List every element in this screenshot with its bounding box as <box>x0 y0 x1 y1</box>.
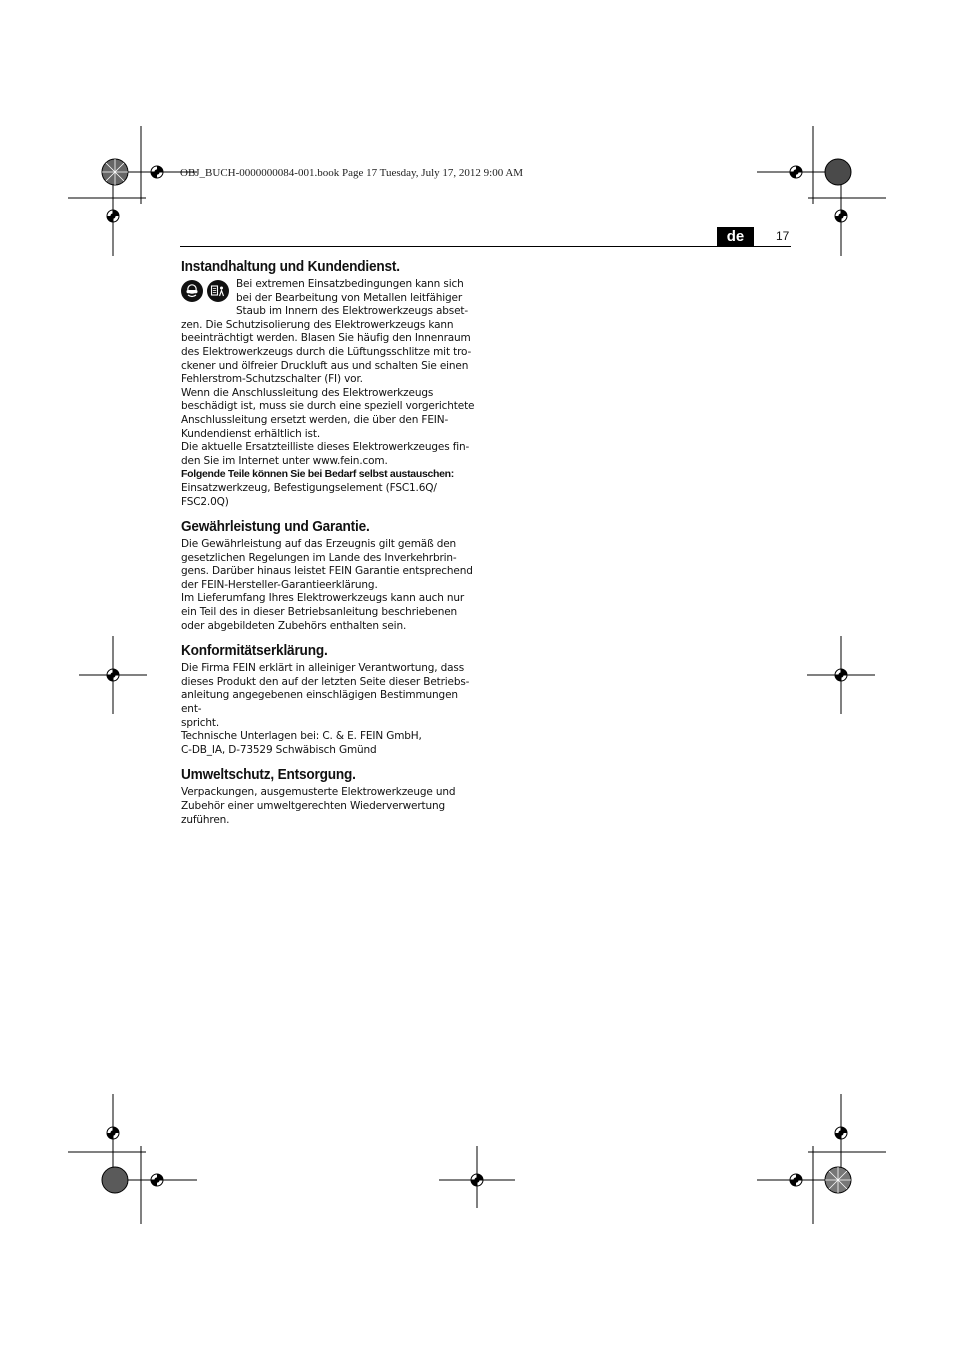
environment-text: Verpackungen, ausgemusterte Elektrowerkzeuge und Zubehör einer umweltgerechten Wiederverwertung zuführen. <box>181 786 456 826</box>
section-title: Umweltschutz, Entsorgung. <box>181 767 356 784</box>
section-title: Konformitätserklärung. <box>181 643 328 660</box>
conformity-text-1: Die Firma FEIN erklärt in alleiniger Verantwortung, dass dieses Produkt den auf der letzten Seite dieser Betriebs- anleitung angegebenen einschlägigen Bestimmungen ent- spricht. <box>181 662 470 729</box>
header-rule <box>180 246 791 247</box>
read-instructions-icon <box>207 280 229 302</box>
print-slug: OBJ_BUCH-0000000084-001.book Page 17 Tuesday, July 17, 2012 9:00 AM <box>180 167 524 179</box>
content-column <box>181 256 481 834</box>
replace-parts-text: Einsatzwerkzeug, Befestigungselement (FSC1.6Q/ FSC2.0Q) <box>181 481 437 508</box>
section-environment <box>181 764 481 827</box>
conformity-text-2: Technische Unterlagen bei: C. & E. FEIN GmbH, C-DB_IA, D-73529 Schwäbisch Gmünd <box>181 730 422 756</box>
maintenance-cable-text: Wenn die Anschlussleitung des Elektrowerkzeugs beschädigt ist, muss sie durch eine speziell vorgerichtete Anschlussleitung ersetzt werden, die über den FEIN- Kundendienst erhältlich ist. <box>181 386 475 440</box>
safety-icons <box>181 280 229 302</box>
maintenance-intro-continued: zen. Die Schutzisolierung des Elektrowerkzeugs kann beeinträchtigt werden. Blasen Sie häufig den Innenraum des Elektrowerkzeugs durch die Lüftungsschlitze mit tro- ckener und ölfreier Druckluft aus und schalten Sie einen Fehlerstrom-Schutzschalter (FI) vor. <box>181 318 472 386</box>
section-title: Instandhaltung und Kundendienst. <box>181 259 400 275</box>
section-warranty <box>181 516 481 633</box>
replace-parts-heading: Folgende Teile können Sie bei Bedarf selbst austauschen: <box>181 468 454 481</box>
language-badge: de <box>717 227 754 246</box>
maintenance-spare-parts-text: Die aktuelle Ersatzteilliste dieses Elektrowerkzeuges fin- den Sie im Internet unter www.fein.com. <box>181 441 470 467</box>
eye-protection-icon <box>181 280 203 302</box>
page-number: 17 <box>776 229 790 243</box>
warranty-text-1: Die Gewährleistung auf das Erzeugnis gilt gemäß den gesetzlichen Regelungen im Lande des Inverkehrbrin- gens. Darüber hinaus leistet FEIN Garantie entsprechend der FEIN-Hersteller-Garantieerklärung. <box>181 538 473 591</box>
section-maintenance <box>181 256 481 509</box>
section-conformity <box>181 640 481 757</box>
maintenance-intro <box>181 278 481 319</box>
section-title: Gewährleistung und Garantie. <box>181 519 370 536</box>
warranty-text-2: Im Lieferumfang Ihres Elektrowerkzeugs kann auch nur ein Teil des in dieser Betriebsanleitung beschriebenen oder abgebildeten Zubehörs enthalten sein. <box>181 592 465 632</box>
maintenance-intro-text: Bei extremen Einsatzbedingungen kann sich bei der Bearbeitung von Metallen leitfähiger Staub im Innern des Elektrowerkzeugs abset- <box>236 278 469 318</box>
